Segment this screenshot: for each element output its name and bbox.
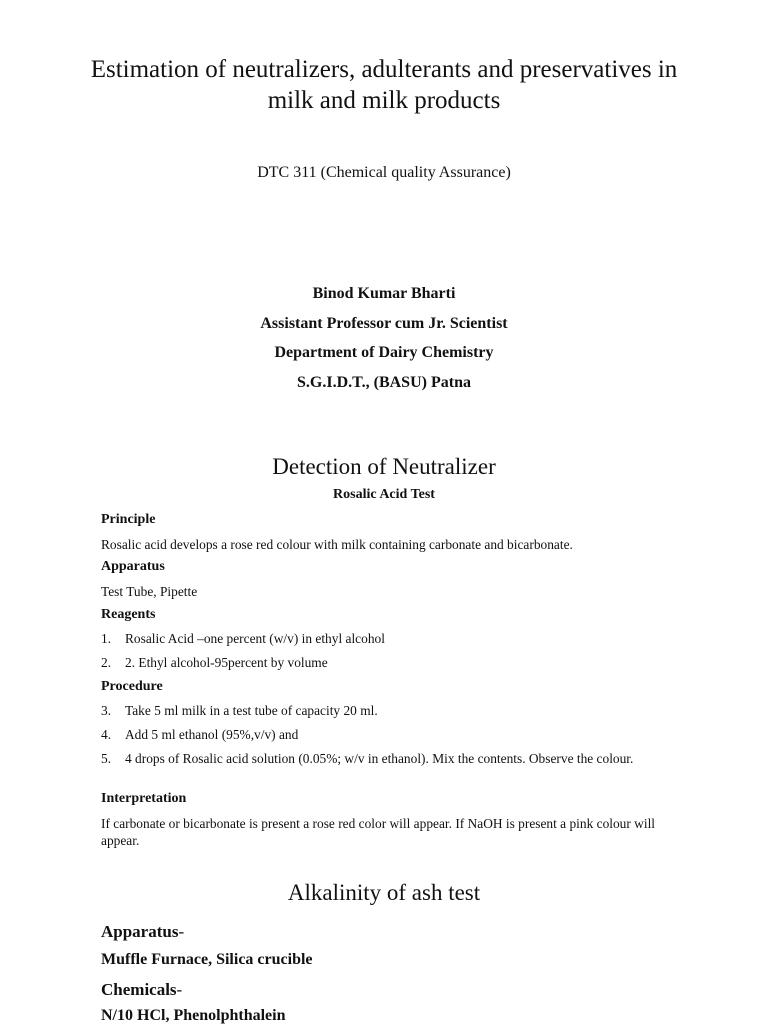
list-item-number: 5. — [101, 751, 112, 766]
list-item — [101, 750, 671, 767]
interpretation-text: If carbonate or bicarbonate is present a rose red color will appear. If NaOH is present a pink colour will appear. — [101, 816, 656, 848]
list-item-text: 4 drops of Rosalic acid solution (0.05%; w/v in ethanol). Mix the contents. Observe the colour. — [125, 751, 634, 766]
list-item-text: Take 5 ml milk in a test tube of capacity 20 ml. — [125, 703, 378, 718]
document-title: Estimation of neutralizers, adulterants and preservatives in milk and milk products — [90, 56, 678, 114]
principle-heading: Principle — [101, 512, 156, 527]
list-item — [101, 702, 671, 719]
list-item-number: 4. — [101, 727, 112, 742]
list-item-number: 1. — [101, 631, 112, 646]
rosalic-acid-test-title: Rosalic Acid Test — [333, 487, 435, 502]
chemicals-text: N/10 HCl, Phenolphthalein — [101, 1007, 286, 1024]
ash-apparatus-text: Muffle Furnace, Silica crucible — [101, 951, 313, 968]
author-position: Assistant Professor cum Jr. Scientist — [260, 314, 508, 332]
list-item-text: Add 5 ml ethanol (95%,v/v) and — [125, 727, 299, 742]
apparatus-heading: Apparatus — [101, 559, 165, 574]
list-item-text: 2. Ethyl alcohol-95percent by volume — [125, 655, 328, 670]
author-department: Department of Dairy Chemistry — [274, 344, 494, 361]
list-item — [101, 654, 671, 671]
list-item-text: Rosalic Acid –one percent (w/v) in ethyl alcohol — [125, 631, 385, 646]
procedure-heading: Procedure — [101, 679, 163, 694]
reagents-heading: Reagents — [101, 607, 156, 622]
list-item-number: 2. — [101, 655, 112, 670]
author-institution: S.G.I.D.T., (BASU) Patna — [297, 373, 471, 391]
list-item — [101, 726, 671, 743]
ash-apparatus-heading-label: Apparatus — [101, 922, 179, 941]
chemicals-heading — [101, 979, 182, 1001]
author-block — [84, 279, 684, 397]
ash-test-section-title: Alkalinity of ash test — [287, 880, 481, 905]
chemicals-heading-suffix: - — [176, 980, 183, 999]
list-item-number: 3. — [101, 703, 112, 718]
chemicals-heading-label: Chemicals — [101, 980, 177, 999]
course-code: DTC 311 (Chemical quality Assurance) — [257, 164, 511, 181]
list-item — [101, 630, 671, 647]
ash-apparatus-heading — [101, 921, 184, 943]
principle-text: Rosalic acid develops a rose red colour with milk containing carbonate and bicarbonate. — [101, 537, 573, 552]
author-name: Binod Kumar Bharti — [312, 285, 456, 302]
neutralizer-section-title: Detection of Neutralizer — [272, 454, 496, 479]
interpretation-heading: Interpretation — [101, 791, 187, 806]
ash-apparatus-heading-suffix: - — [178, 922, 185, 941]
apparatus-text: Test Tube, Pipette — [101, 584, 198, 599]
